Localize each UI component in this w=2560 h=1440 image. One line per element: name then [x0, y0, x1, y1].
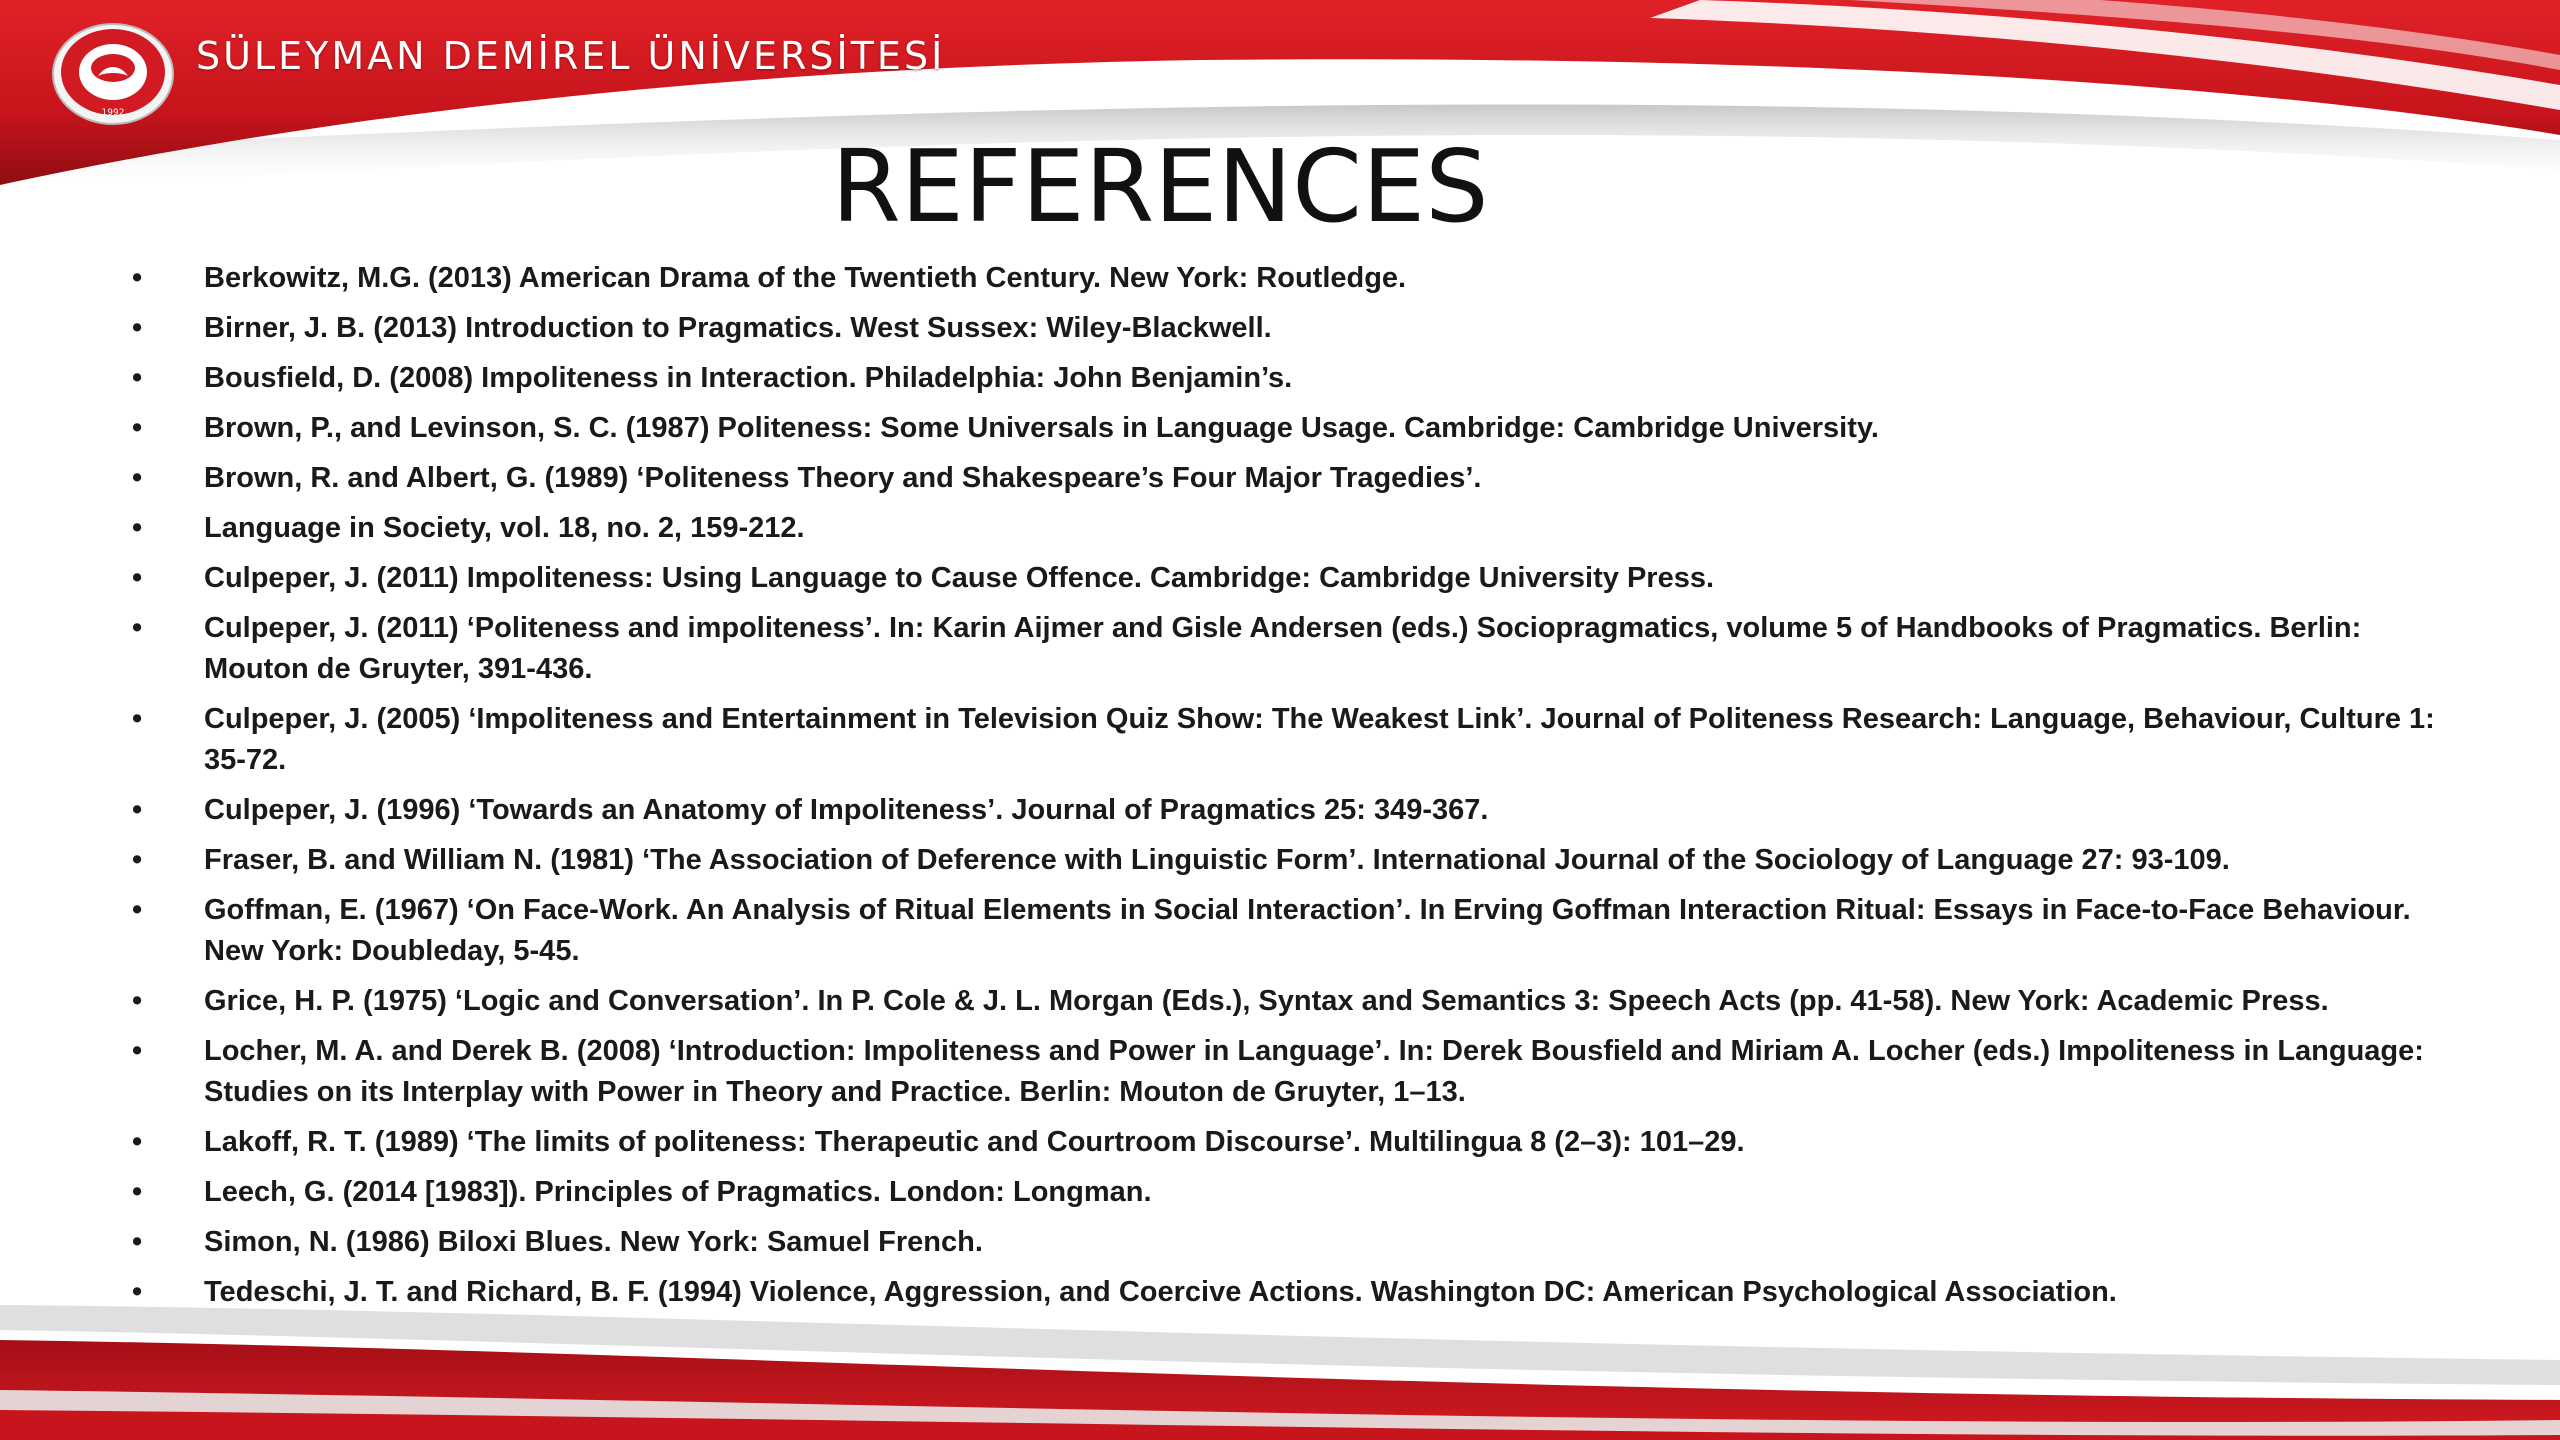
list-item — [0, 608, 2500, 690]
list-item — [0, 981, 2500, 1022]
list-item — [0, 1172, 2500, 1213]
seal-year: 1992 — [101, 108, 125, 118]
list-item — [0, 1031, 2500, 1113]
reference-text: Birner, J. B. (2013) Introduction to Pragmatics. West Sussex: Wiley-Blackwell. — [204, 312, 1272, 344]
list-item — [0, 1222, 2500, 1263]
bullet: • — [132, 985, 143, 1017]
reference-text: Culpeper, J. (2005) ‘Impoliteness and Entertainment in Television Quiz Show: The Weakest Link’. Journal of Politeness Research: Language, Behaviour, Culture 1: 35-72. — [204, 703, 2435, 776]
bullet: • — [132, 362, 143, 394]
page-title: REFERENCES — [831, 128, 1489, 245]
reference-text: Leech, G. (2014 [1983]). Principles of Pragmatics. London: Longman. — [204, 1176, 1152, 1208]
bullet: • — [132, 612, 143, 644]
bullet: • — [132, 703, 143, 735]
university-seal-logo — [48, 16, 178, 126]
bullet: • — [132, 894, 143, 926]
university-name: SÜLEYMAN DEMİREL ÜNİVERSİTESİ — [196, 34, 946, 78]
reference-text: Locher, M. A. and Derek B. (2008) ‘Introduction: Impoliteness and Power in Language’. In: Derek Bousfield and Miriam A. Locher (eds.) Impoliteness in Language: Studies on its Interplay with Power in Theory and Practice. Berlin: Mouton de Gruyter, 1–13. — [204, 1035, 2424, 1108]
list-item — [0, 358, 2500, 399]
list-item — [0, 508, 2500, 549]
reference-text: Language in Society, vol. 18, no. 2, 159-212. — [204, 512, 805, 544]
list-item — [0, 840, 2500, 881]
bullet: • — [132, 1276, 143, 1308]
reference-text: Berkowitz, M.G. (2013) American Drama of the Twentieth Century. New York: Routledge. — [204, 262, 1407, 294]
reference-text: Tedeschi, J. T. and Richard, B. F. (1994) Violence, Aggression, and Coercive Actions. Washington DC: American Psychological Association. — [204, 1276, 2117, 1308]
list-item — [0, 308, 2500, 349]
reference-text: Brown, P., and Levinson, S. C. (1987) Politeness: Some Universals in Language Usage. Cambridge: Cambridge University. — [204, 412, 1879, 444]
bullet: • — [132, 312, 143, 344]
list-item — [0, 790, 2500, 831]
list-item — [0, 408, 2500, 449]
bullet: • — [132, 462, 143, 494]
list-item — [0, 1272, 2500, 1313]
reference-list — [0, 258, 2500, 1322]
list-item — [0, 1122, 2500, 1163]
list-item — [0, 890, 2500, 972]
list-item — [0, 558, 2500, 599]
bullet: • — [132, 262, 143, 294]
reference-text: Goffman, E. (1967) ‘On Face-Work. An Analysis of Ritual Elements in Social Interaction’. In Erving Goffman Interaction Ritual: Essays in Face-to-Face Behaviour. New York: Doubleday, 5-45. — [204, 894, 2411, 967]
bullet: • — [132, 844, 143, 876]
bullet: • — [132, 1126, 143, 1158]
reference-text: Culpeper, J. (2011) Impoliteness: Using Language to Cause Offence. Cambridge: Cambridge University Press. — [204, 562, 1715, 594]
reference-text: Culpeper, J. (1996) ‘Towards an Anatomy of Impoliteness’. Journal of Pragmatics 25: 349-367. — [204, 794, 1489, 826]
list-item — [0, 258, 2500, 299]
bullet: • — [132, 1176, 143, 1208]
reference-text: Bousfield, D. (2008) Impoliteness in Interaction. Philadelphia: John Benjamin’s. — [204, 362, 1293, 394]
reference-text: Brown, R. and Albert, G. (1989) ‘Politeness Theory and Shakespeare’s Four Major Tragedies’. — [204, 462, 1482, 494]
bullet: • — [132, 412, 143, 444]
bullet: • — [132, 562, 143, 594]
bullet: • — [132, 794, 143, 826]
reference-text: Simon, N. (1986) Biloxi Blues. New York: Samuel French. — [204, 1226, 983, 1258]
bullet: • — [132, 1226, 143, 1258]
reference-text: Culpeper, J. (2011) ‘Politeness and impoliteness’. In: Karin Aijmer and Gisle Andersen (eds.) Sociopragmatics, volume 5 of Handbooks of Pragmatics. Berlin: Mouton de Gruyter, 391-436. — [204, 612, 2362, 685]
reference-text: Lakoff, R. T. (1989) ‘The limits of politeness: Therapeutic and Courtroom Discourse’. Multilingua 8 (2–3): 101–29. — [204, 1126, 1745, 1158]
reference-text: Fraser, B. and William N. (1981) ‘The Association of Deference with Linguistic Form’. International Journal of the Sociology of Language 27: 93-109. — [204, 844, 2230, 876]
list-item — [0, 458, 2500, 499]
bullet: • — [132, 512, 143, 544]
reference-text: Grice, H. P. (1975) ‘Logic and Conversation’. In P. Cole & J. L. Morgan (Eds.), Syntax and Semantics 3: Speech Acts (pp. 41-58). New York: Academic Press. — [204, 985, 2329, 1017]
list-item — [0, 699, 2500, 781]
bullet: • — [132, 1035, 143, 1067]
